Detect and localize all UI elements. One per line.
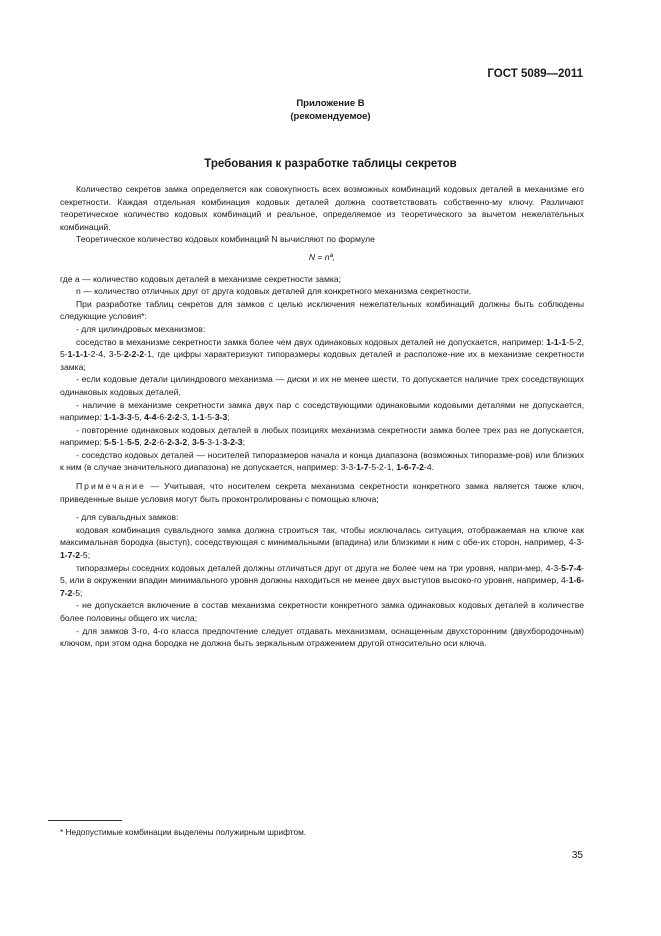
lever-heading: - для сувальдных замков: — [76, 512, 179, 523]
section-title: Требования к разработке таблицы секретов — [204, 158, 457, 170]
lever-rule-2: типоразмеры соседних кодовых деталей должны отличаться друг от друга не более чем на три уровня, напри-мер, 4-3-5-7-4-5, или в окружении впадин минимального уровня должны находиться не менее двух выступов высоко-го уровня, например, 4-1-6-7-2-5; — [60, 562, 584, 598]
formula: N = nª, — [308, 251, 336, 262]
page-number: 35 — [571, 850, 583, 861]
cylinder-condition: - если кодовые детали цилиндрового механизма — диски и их не менее шести, то допускается наличие трех соседствующих одинаковых кодовых деталей, — [60, 374, 584, 397]
cylinder-rule-1: соседство в механизме секретности замка более чем двух одинаковых кодовых деталей не допускается, например: 1-1-1-5-2, 5-1-1-1-2-4, 3-5-2-2-2-1, где цифры характеризуют типоразмеры кодовых деталей и расположе-ние их в механизме секретности замка; — [60, 336, 584, 372]
appendix-status: (рекомендуемое) — [290, 111, 371, 122]
paragraph-formula-intro: Теоретическое количество кодовых комбинаций N вычисляют по формуле — [76, 234, 375, 245]
appendix-label: Приложение В — [296, 98, 365, 109]
cylinder-rule-4: - соседство кодовых деталей — носителей типоразмеров начала и конца диапазона (возможных типоразме-ров) или близких к ним (в случае значительного диапазона) не допускается, например: 3-3-1-7-5-2-1, 1-6-7-2-4. — [60, 449, 584, 473]
lever-rule-3: - не допускается включение в состав механизма секретности конкретного замка одинаковых кодовых деталей в количестве более половины общего их числа; — [60, 600, 584, 623]
lever-rule-4: - для замков 3-го, 4-го класса предпочтение следует отдавать механизмам, оснащенным двухсторонним (двухбородочным) ключом, при этом одна бородка не должна быть зеркальным отражением другой относительно оси ключа. — [60, 625, 584, 649]
definition-a: где a — количество кодовых деталей в механизме секретности замка; — [60, 273, 341, 284]
paragraph-intro: Количество секретов замка определяется как совокупность всех возможных комбинаций кодовых деталей в механизме его секретности. Каждая отдельная комбинация кодовых деталей должна соответствовать собственно-му ключу. Различают теоретическое количество кодовых комбинаций и реальное, определяемое из теоретического за вычетом нежелательных комбинаций. — [60, 184, 584, 232]
footnote-divider — [48, 820, 122, 821]
document-body — [60, 183, 584, 650]
paragraph-conditions: При разработке таблиц секретов для замков с целью исключения нежелательных комбинаций должны быть соблюдены следующие условия*: — [60, 298, 584, 322]
cylinder-heading: - для цилиндровых механизмов: — [76, 323, 206, 334]
cylinder-rule-3: - повторение одинаковых кодовых деталей в любых позициях механизма секретности замка более трех раз не допускается, например: 5-5-1-5-5, 2-2-6-2-3-2, 3-5-3-1-3-2-3; — [60, 424, 584, 448]
lever-rule-1: кодовая комбинация сувальдного замка должна строиться так, чтобы исключалась ситуация, отображаемая на ключе как максимальная бородка (выступ), соседствующая с минимальными (впадина) или близкими к ним с обе-их сторон, например, 4-3-1-7-2-5; — [60, 524, 584, 561]
definition-n: n — количество отличных друг от друга кодовых деталей для конкретного механизма секретности. — [76, 286, 472, 297]
appendix-heading — [0, 97, 661, 123]
note: Примечание — Учитывая, что носителем секрета механизма секретности конкретного замка является также ключ, приведенные выше условия могут быть проконтролированы с помощью ключа; — [60, 481, 584, 504]
cylinder-rule-2: - наличие в механизме секретности замка двух пар с соседствующими одинаковыми кодовыми деталями не допускается, например: 1-1-3-3-5, 4-4-6-2-2-3, 1-1-5-3-3; — [60, 399, 584, 423]
footnote: * Недопустимые комбинации выделены полужирным шрифтом. — [60, 827, 307, 837]
standard-code: ГОСТ 5089—2011 — [487, 68, 583, 80]
